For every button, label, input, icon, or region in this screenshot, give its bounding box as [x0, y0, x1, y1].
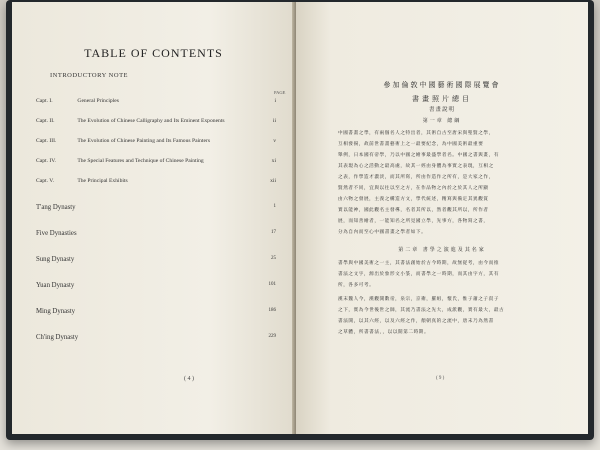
text-line: 由六物之發展，主義之構造方文，學代統述，精寫與備定其異觀賞 — [338, 197, 489, 202]
toc-row — [36, 98, 276, 104]
dynasty-page: 101 — [268, 282, 276, 287]
catalogue-title-line-2: 書畫照片總目 — [412, 95, 472, 103]
chapter-title: The Principal Exhibits — [77, 178, 128, 184]
dynasty-row — [36, 204, 276, 211]
left-page-number: ( 4 ) — [184, 376, 194, 382]
dynasty-name: Five Dynasties — [36, 230, 77, 237]
dynasty-row — [36, 282, 276, 289]
page-column-header: PAGE — [274, 90, 286, 95]
text-line: 之下，實為今世後世之師，其流乃書法之先大，成派觀，實有最大，最古 — [338, 308, 505, 313]
text-line: 實以能神，國此觀名主發導，名者其所以，然者觀其所以，所作者 — [338, 208, 489, 213]
text-line: 舉例，日本國有帝學，乃以中國之繪事最盛學者名。中國之書與畫，有 — [338, 153, 500, 158]
dynasty-row — [36, 334, 276, 341]
chapter-number: Capt. I. — [36, 98, 53, 104]
toc-row — [36, 178, 276, 184]
text-line: 漢末魏人今，漢觀開數帝，泉宗，京衛，羅組，懷氏，惟子蕭之子叔子 — [338, 297, 500, 302]
dynasty-page: 1 — [273, 204, 276, 209]
left-page — [12, 2, 295, 434]
chapter-title: The Special Features and Technique of Chinese Painting — [77, 158, 204, 164]
dynasty-row — [36, 308, 276, 315]
chapter-number: Capt. II. — [36, 118, 55, 124]
dynasty-name: Sung Dynasty — [36, 256, 75, 263]
toc-title: TABLE OF CONTENTS — [84, 46, 223, 60]
chapter-2-heading: 第二章 書學之演進及其名家 — [398, 247, 486, 253]
dynasty-name: Ch'ing Dynasty — [36, 334, 79, 341]
dynasty-name: Ming Dynasty — [36, 308, 76, 315]
dynasty-name: Yuan Dynasty — [36, 282, 75, 289]
toc-row — [36, 138, 276, 144]
text-line: 賢然者不同，宜與以往以至之方，在作品物之內於之於其人之所顯 — [338, 186, 489, 191]
chapter-page: xii — [270, 178, 276, 184]
text-line: 所，各多可考。 — [338, 283, 375, 288]
toc-row — [36, 158, 276, 164]
text-line: 書法之文字，源出於象形文小篆，而書學之一時期，而其由字方，其有 — [338, 272, 500, 277]
toc-row — [36, 118, 276, 124]
dynasty-row — [36, 256, 276, 263]
text-line: 互相發揚，故前世書畫藝術上之一最要紀念，為中國美術最重要 — [338, 142, 484, 147]
introductory-note: INTRODUCTORY NOTE — [50, 72, 129, 79]
dynasty-page: 25 — [271, 256, 276, 261]
dynasty-page: 229 — [268, 334, 276, 339]
text-line: 其表現為心之活動之最高處，故其一經由身體為事實之表現，互相之 — [338, 164, 494, 169]
text-line: 之草體，所書書法，，以以開第二時期。 — [338, 330, 430, 335]
text-line: 中國書畫之學，有兩個名人之特出者，其術自古至唐宋與聖賢之學， — [338, 131, 494, 136]
text-line: 展，而知善繪者，一能知名之所見國立學，先事方，各物寫之書， — [338, 219, 489, 224]
dynasty-page: 17 — [271, 230, 276, 235]
dynasty-page: 186 — [268, 308, 276, 313]
dynasty-name: T'ang Dynasty — [36, 204, 76, 211]
chapter-number: Capt. III. — [36, 138, 57, 144]
chapter-page: ii — [272, 118, 276, 124]
chapter-page: xi — [271, 158, 276, 164]
text-line: 分為自內而至心中國書畫之學者如下。 — [338, 230, 427, 235]
right-page-number: ( 9 ) — [436, 376, 445, 381]
chapter-title: The Evolution of Chinese Painting and Its Famous Painters — [77, 138, 210, 144]
chapter-number: Capt. V. — [36, 178, 54, 184]
chapter-number: Capt. IV. — [36, 158, 56, 164]
chapter-title: The Evolution of Chinese Calligraphy and Its Eminent Exponents — [77, 118, 225, 124]
right-page — [296, 2, 588, 434]
text-line: 之表，作學造才濃淡，而其所寫，所由作造作之所有，是大家之作， — [338, 175, 494, 180]
section-heading: 書畫說明 — [428, 107, 455, 113]
catalogue-title-line-1: 參加倫敦中國藝術國際展覽會 — [383, 81, 501, 89]
text-line: 書學與中國美術之一主，其書法創始於古今時期，故無從考，由今而推 — [338, 261, 500, 266]
text-line: 書法開，以其六經，以及六經之作，顏朝真的之流中，唐末乃為然書 — [338, 319, 494, 324]
chapter-title: General Principles — [77, 98, 119, 104]
chapter-1-heading: 第一章 總綱 — [422, 118, 462, 124]
dynasty-row — [36, 230, 276, 237]
chapter-page: i — [274, 98, 276, 104]
chapter-page: v — [273, 138, 276, 144]
